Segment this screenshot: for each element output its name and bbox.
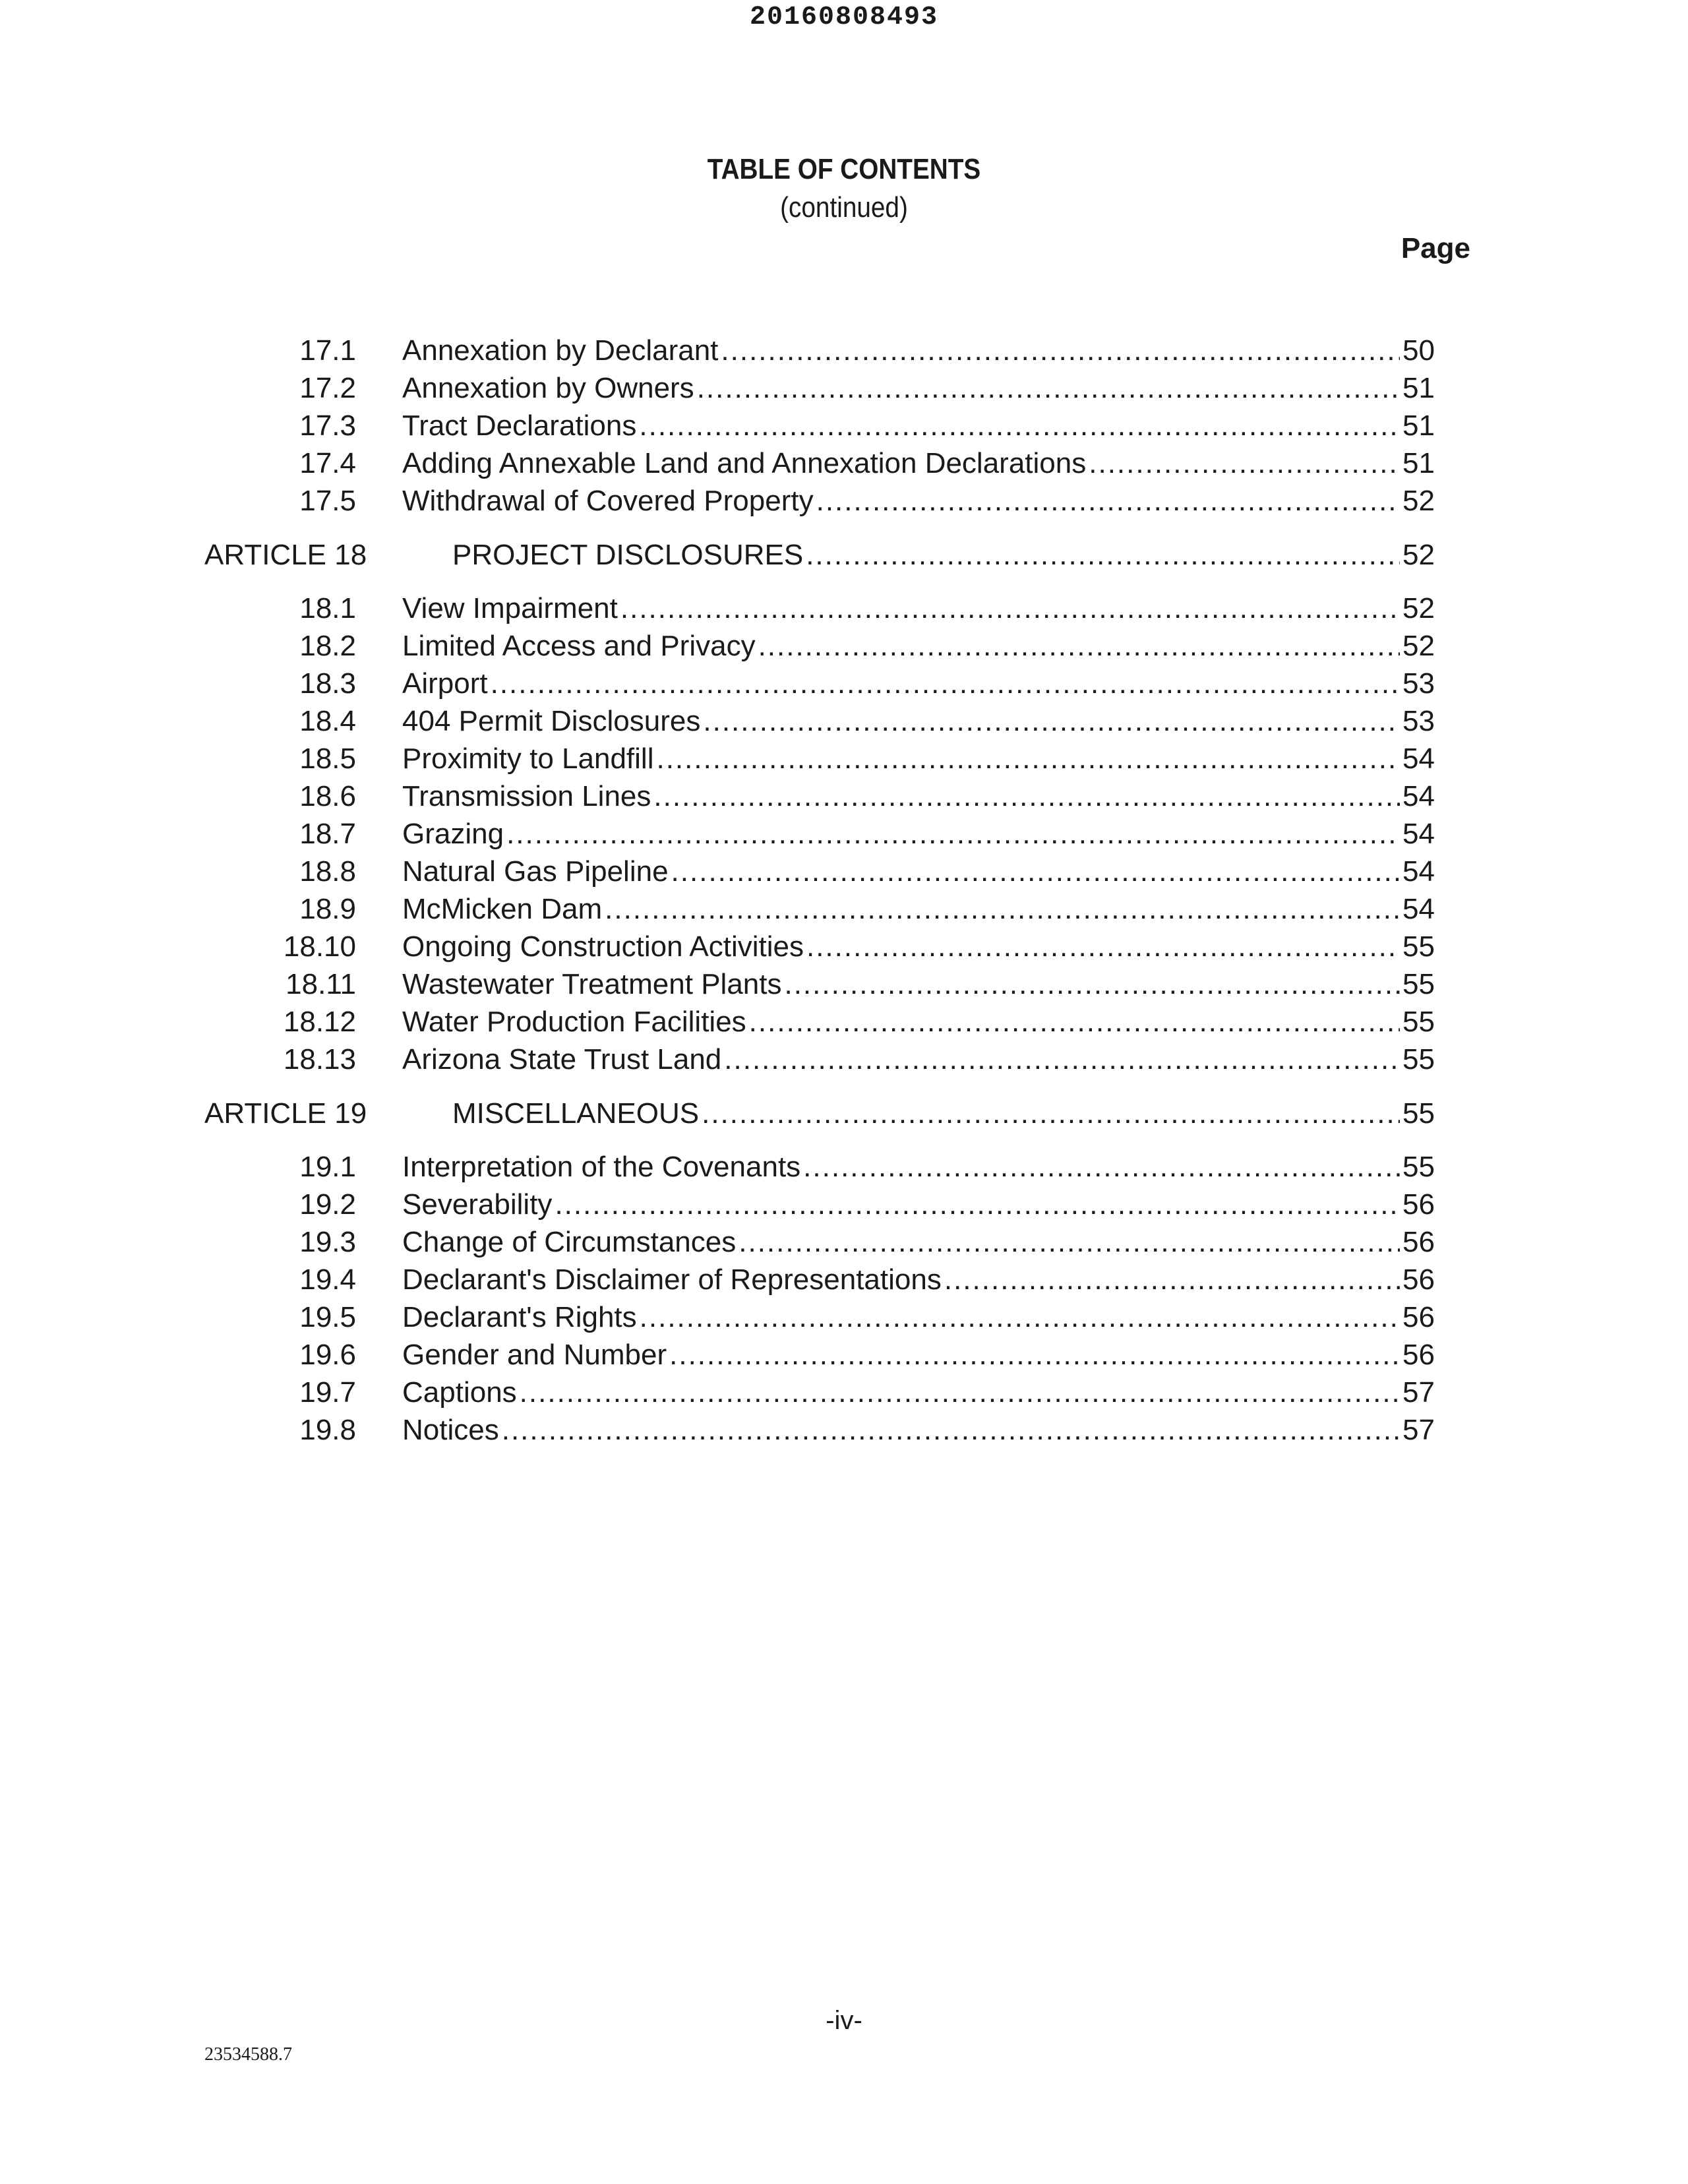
toc-row — [0, 590, 1688, 627]
dot-leader — [749, 1004, 1400, 1041]
dot-leader — [506, 816, 1400, 853]
toc-row — [0, 703, 1688, 740]
toc-subtitle: (continued) — [780, 191, 908, 224]
toc-article-title: MISCELLANEOUS — [452, 1097, 700, 1130]
dot-leader — [703, 703, 1400, 740]
toc-section-title: Airport — [402, 667, 488, 700]
dot-leader — [1089, 445, 1400, 482]
toc-section-number: 18.13 — [283, 1043, 356, 1076]
toc-section-title: Notices — [402, 1414, 499, 1446]
dot-leader — [724, 1041, 1400, 1078]
dot-leader — [620, 590, 1400, 627]
toc-section-number: 18.3 — [299, 667, 356, 700]
dot-leader — [697, 370, 1400, 407]
toc-section-number: 18.9 — [299, 893, 356, 925]
toc-row — [0, 1299, 1688, 1336]
toc-row — [0, 370, 1688, 407]
toc-row — [0, 1041, 1688, 1078]
toc-section-number: 19.8 — [299, 1414, 356, 1446]
toc-section-number: 19.6 — [299, 1339, 356, 1371]
dot-leader — [806, 928, 1400, 965]
toc-row — [0, 665, 1688, 702]
toc-row — [0, 1149, 1688, 1186]
toc-section-number: 18.10 — [283, 930, 356, 963]
toc-page-number: 54 — [1402, 855, 1435, 888]
toc-section-number: 19.2 — [299, 1188, 356, 1221]
toc-row — [0, 445, 1688, 482]
toc-page-number: 57 — [1402, 1414, 1435, 1446]
dot-leader — [803, 1149, 1400, 1186]
toc-page-number: 55 — [1402, 930, 1435, 963]
toc-row — [0, 1337, 1688, 1374]
toc-row — [0, 332, 1688, 369]
toc-section-number: 18.12 — [283, 1006, 356, 1038]
toc-section-number: 18.11 — [286, 968, 356, 1000]
toc-section-number: 18.4 — [299, 705, 356, 737]
dot-leader — [640, 1299, 1400, 1336]
toc-article-title: PROJECT DISCLOSURES — [452, 539, 804, 571]
dot-leader — [702, 1095, 1400, 1132]
dot-leader — [806, 537, 1400, 574]
toc-section-title: Natural Gas Pipeline — [402, 855, 669, 888]
toc-row — [0, 1224, 1688, 1261]
toc-row — [0, 891, 1688, 928]
toc-section-title: Captions — [402, 1376, 517, 1409]
toc-section-number: 18.5 — [299, 743, 356, 775]
toc-section-number: 17.1 — [299, 334, 356, 367]
toc-page-number: 55 — [1402, 1097, 1435, 1130]
dot-leader — [784, 966, 1400, 1003]
toc-row — [0, 1374, 1688, 1411]
toc-section-title: Tract Declarations — [402, 410, 637, 442]
toc-section-title: Grazing — [402, 818, 504, 850]
toc-page-number: 52 — [1402, 539, 1435, 571]
toc-section-title: Water Production Facilities — [402, 1006, 746, 1038]
toc-row — [0, 778, 1688, 815]
toc-page-number: 56 — [1402, 1263, 1435, 1296]
toc-section-title: Adding Annexable Land and Annexation Declarations — [402, 447, 1087, 479]
toc-page-number: 51 — [1402, 447, 1435, 479]
toc-section-number: 19.3 — [299, 1226, 356, 1258]
toc-page-number: 56 — [1402, 1301, 1435, 1333]
toc-section-number: 19.1 — [299, 1151, 356, 1183]
toc-row — [0, 1186, 1688, 1223]
toc-article-number: ARTICLE 18 — [204, 539, 367, 571]
toc-row — [0, 816, 1688, 853]
toc-page-number: 52 — [1402, 592, 1435, 624]
dot-leader — [639, 408, 1400, 444]
toc-section-title: Declarant's Rights — [402, 1301, 637, 1333]
toc-section-title: Severability — [402, 1188, 553, 1221]
toc-section-title: Transmission Lines — [402, 780, 651, 812]
toc-page-number: 53 — [1402, 667, 1435, 700]
toc-section-title: Proximity to Landfill — [402, 743, 654, 775]
toc-page-number: 55 — [1402, 1151, 1435, 1183]
toc-section-number: 19.7 — [299, 1376, 356, 1409]
toc-page-number: 55 — [1402, 1006, 1435, 1038]
toc-section-title: Arizona State Trust Land — [402, 1043, 722, 1076]
toc-article-row — [0, 537, 1688, 574]
toc-page-number: 56 — [1402, 1226, 1435, 1258]
toc-section-number: 18.1 — [299, 592, 356, 624]
toc-page-number: 56 — [1402, 1339, 1435, 1371]
toc-page-number: 54 — [1402, 893, 1435, 925]
toc-page-number: 57 — [1402, 1376, 1435, 1409]
toc-row — [0, 928, 1688, 965]
toc-section-number: 19.4 — [299, 1263, 356, 1296]
toc-section-title: McMicken Dam — [402, 893, 603, 925]
footer-document-id: 23534588.7 — [204, 2044, 292, 2065]
toc-section-title: Ongoing Construction Activities — [402, 930, 804, 963]
dot-leader — [653, 778, 1400, 815]
dot-leader — [491, 665, 1400, 702]
dot-leader — [669, 1337, 1400, 1374]
dot-leader — [671, 853, 1401, 890]
toc-section-title: Annexation by Owners — [402, 372, 694, 404]
toc-section-number: 17.4 — [299, 447, 356, 479]
toc-page-number: 53 — [1402, 705, 1435, 737]
toc-section-number: 18.8 — [299, 855, 356, 888]
toc-article-number: ARTICLE 19 — [204, 1097, 367, 1130]
toc-section-title: Gender and Number — [402, 1339, 667, 1371]
toc-title: TABLE OF CONTENTS — [707, 153, 981, 185]
dot-leader — [944, 1261, 1400, 1298]
dot-leader — [656, 741, 1400, 777]
toc-row — [0, 1261, 1688, 1298]
toc-section-number: 18.6 — [299, 780, 356, 812]
toc-row — [0, 741, 1688, 777]
toc-row — [0, 966, 1688, 1003]
toc-row — [0, 853, 1688, 890]
toc-section-title: View Impairment — [402, 592, 618, 624]
dot-leader — [520, 1374, 1400, 1411]
toc-section-number: 19.5 — [299, 1301, 356, 1333]
toc-page-number: 54 — [1402, 780, 1435, 812]
toc-row — [0, 483, 1688, 520]
toc-section-number: 17.3 — [299, 410, 356, 442]
dot-leader — [555, 1186, 1400, 1223]
toc-section-title: Change of Circumstances — [402, 1226, 737, 1258]
document-number: 20160808493 — [749, 3, 939, 32]
page-column-header: Page — [1401, 232, 1470, 264]
toc-page-number: 51 — [1402, 410, 1435, 442]
dot-leader — [738, 1224, 1400, 1261]
dot-leader — [816, 483, 1400, 520]
toc-row — [0, 1412, 1688, 1449]
toc-section-number: 17.5 — [299, 485, 356, 517]
toc-row — [0, 1004, 1688, 1041]
toc-article-row — [0, 1095, 1688, 1132]
toc-section-title: Declarant's Disclaimer of Representations — [402, 1263, 942, 1296]
toc-row — [0, 628, 1688, 665]
dot-leader — [605, 891, 1400, 928]
toc-page-number: 52 — [1402, 485, 1435, 517]
toc-section-title: Limited Access and Privacy — [402, 630, 756, 662]
toc-section-number: 17.2 — [299, 372, 356, 404]
toc-page-number: 55 — [1402, 1043, 1435, 1076]
dot-leader — [758, 628, 1400, 665]
toc-page-number: 52 — [1402, 630, 1435, 662]
toc-section-title: 404 Permit Disclosures — [402, 705, 701, 737]
toc-page-number: 51 — [1402, 372, 1435, 404]
toc-section-title: Wastewater Treatment Plants — [402, 968, 782, 1000]
toc-page-number: 50 — [1402, 334, 1435, 367]
dot-leader — [721, 332, 1400, 369]
toc-section-number: 18.2 — [299, 630, 356, 662]
toc-page-number: 56 — [1402, 1188, 1435, 1221]
dot-leader — [502, 1412, 1400, 1449]
toc-section-number: 18.7 — [299, 818, 356, 850]
toc-row — [0, 408, 1688, 444]
toc-section-title: Annexation by Declarant — [402, 334, 719, 367]
footer-page-number: -iv- — [826, 2006, 862, 2035]
toc-page-number: 55 — [1402, 968, 1435, 1000]
toc-section-title: Interpretation of the Covenants — [402, 1151, 801, 1183]
toc-page-number: 54 — [1402, 818, 1435, 850]
toc-page-number: 54 — [1402, 743, 1435, 775]
toc-section-title: Withdrawal of Covered Property — [402, 485, 814, 517]
